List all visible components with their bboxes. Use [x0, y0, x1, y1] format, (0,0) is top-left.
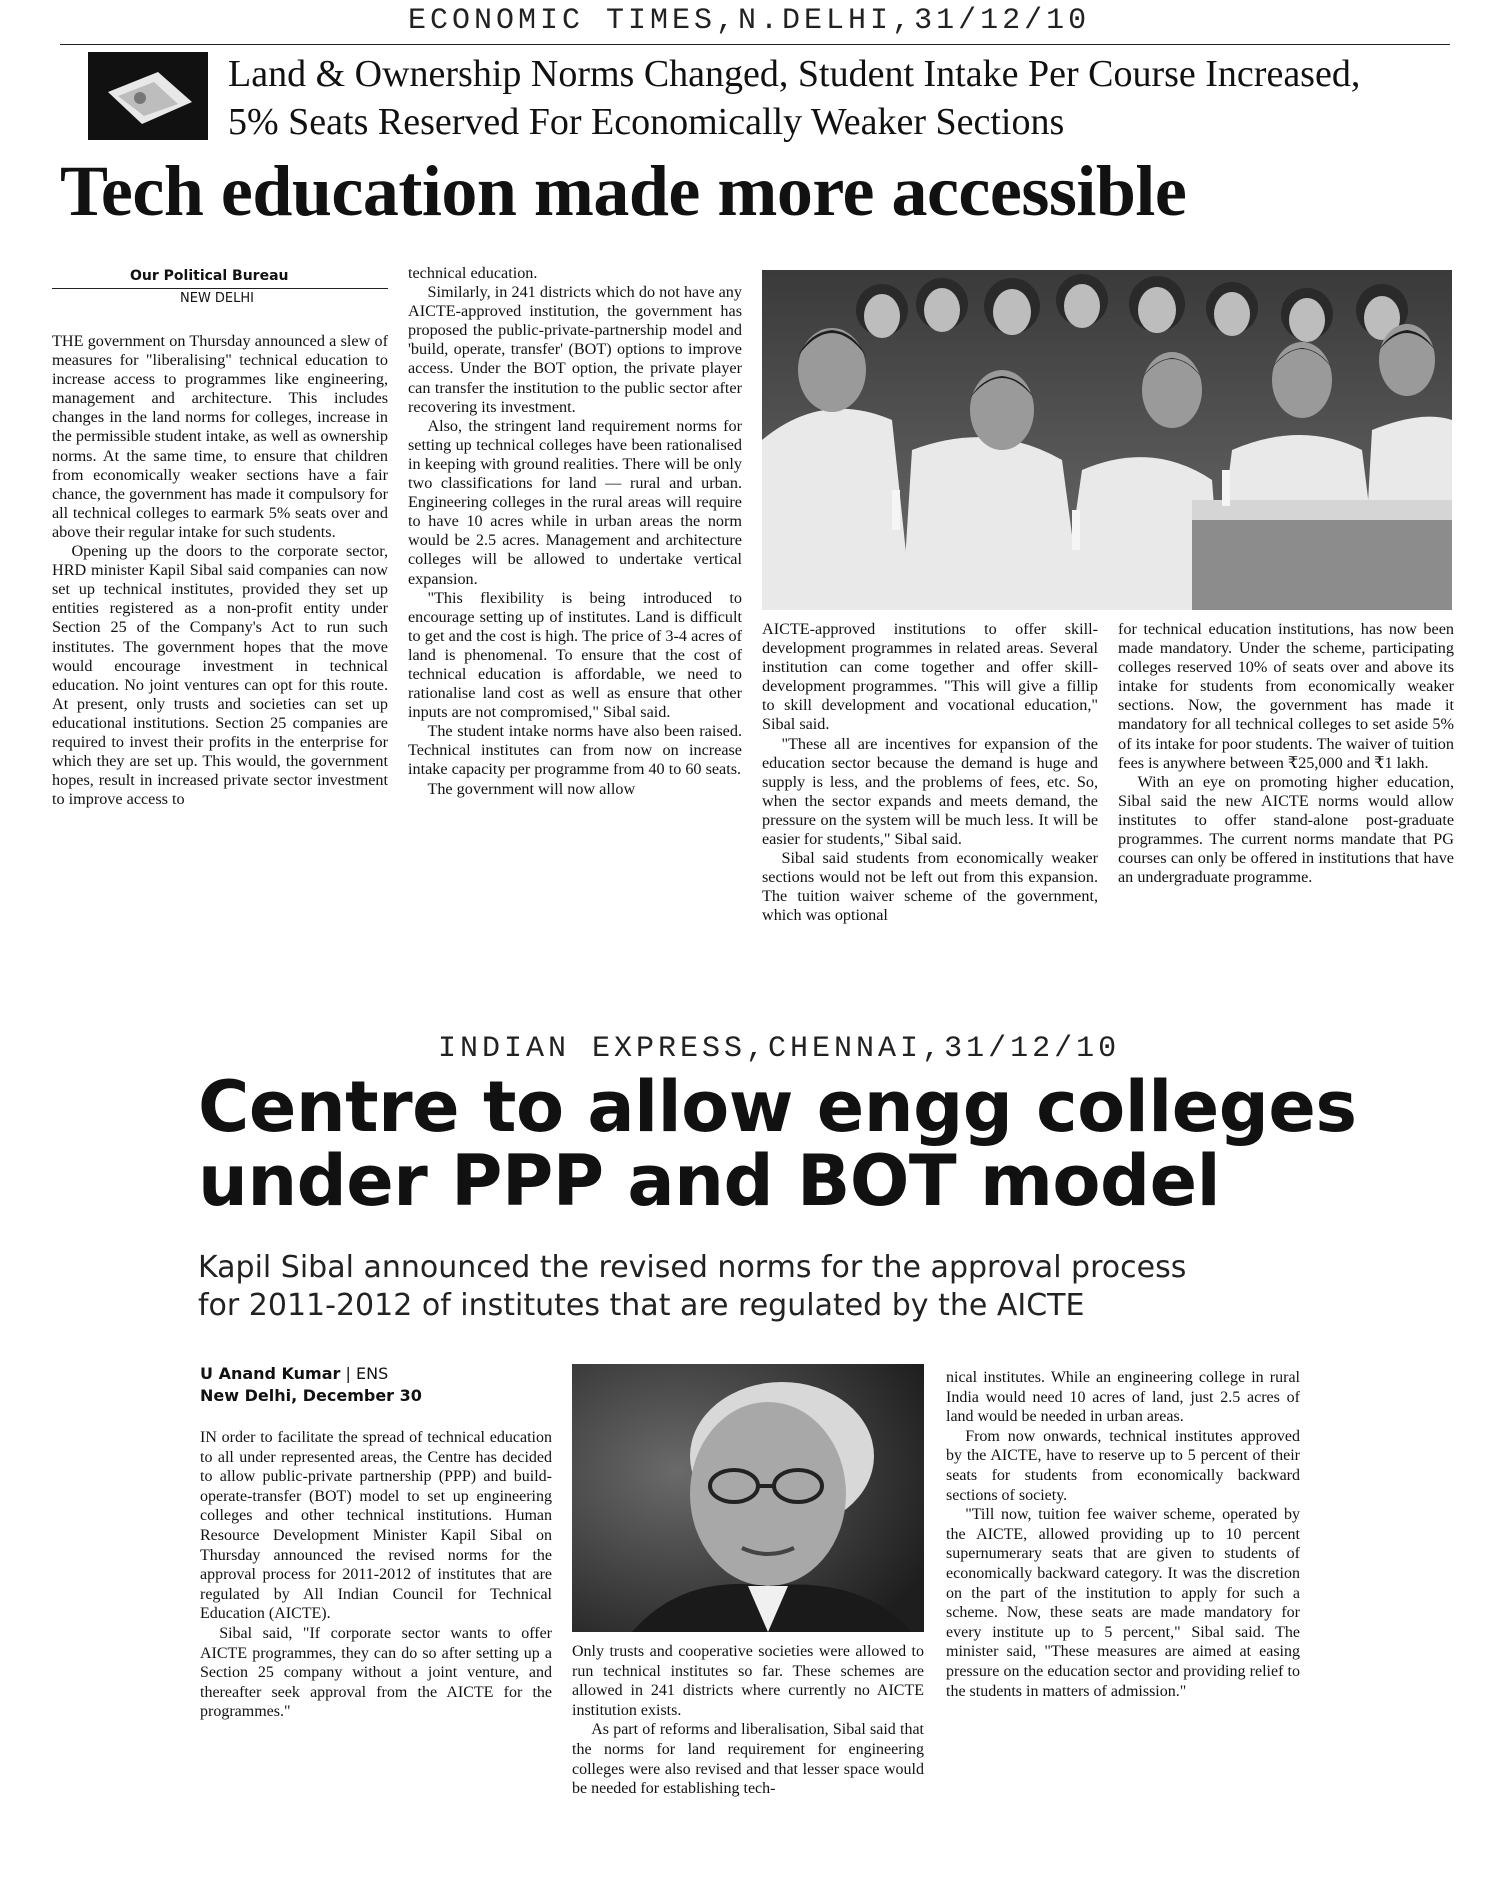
byline-rule	[52, 288, 388, 289]
paragraph: nical institutes. While an engineering college in rural India would need 10 acres of land, just 2.5 acres of land would be needed in urban areas.	[946, 1369, 1300, 1426]
dateline-block: New Delhi, December 30	[200, 1386, 422, 1405]
byline-name: U Anand Kumar	[200, 1364, 341, 1383]
headline-line-1: Centre to allow engg colleges	[198, 1066, 1357, 1148]
paragraph: "Till now, tuition fee waiver scheme, operated by the AICTE, allowed providing up to 10 percent supernumerary seats that are given to students of economically backward category. It was the discretion on the part of the institution to apply for such a scheme. Now, these seats are made mandatory for every institute up to 5 percent," Sibal said. The minister said, "These measures are aimed at easing pressure on the education sector and providing relief to the students in matters of admission."	[946, 1506, 1300, 1700]
paragraph: for technical education institutions, has now been made mandatory. Under the scheme, participating colleges reserved 10% of seats over and above its intake for students from economically weaker sections. Now, the government has made it mandatory for all technical colleges to set aside 5% of its intake for poor students. The waiver of tuition fees is anywhere between ₹25,000 and ₹1 lakh.	[1118, 620, 1454, 772]
article2-column-1	[200, 1428, 552, 1722]
article1-column-1	[52, 332, 388, 809]
paragraph: The student intake norms have also been raised. Technical institutes can from now on increase intake capacity per programme from 40 to 60 seats.	[408, 722, 742, 779]
paragraph: As part of reforms and liberalisation, Sibal said that the norms for land requirement for engineering colleges were also revised and that lesser space would be needed for establishing tech-	[572, 1721, 924, 1798]
paragraph: Sibal said students from economically weaker sections would not be left out from this expansion. The tuition waiver scheme of the government, which was optional	[762, 849, 1098, 925]
paragraph: AICTE-approved institutions to offer skill-development programmes in related areas. Several institution can come together and offer skill-development programmes. "This will give a fillip to skill development and vocational education," Sibal said.	[762, 620, 1098, 734]
source-stamp-economic-times: ECONOMIC TIMES,N.DELHI,31/12/10	[408, 4, 1091, 38]
paragraph: With an eye on promoting higher education, Sibal said the new AICTE norms would allow institutes to offer stand-alone post-graduate programmes. The current norms mandate that PG courses can only be offered in institutions that have an undergraduate programme.	[1118, 772, 1454, 887]
deck-line-2: for 2011-2012 of institutes that are regulated by the AICTE	[198, 1288, 1085, 1323]
byline-block	[200, 1364, 388, 1383]
paragraph: Similarly, in 241 districts which do not have any AICTE-approved institution, the government has proposed the public-private-partnership model and 'build, operate, transfer' (BOT) options to improve access. Under the BOT option, the private player can transfer the institution to the public sector after recovering its investment.	[408, 283, 742, 416]
paragraph: The government will now allow	[427, 779, 636, 798]
kicker-line-2: 5% Seats Reserved For Economically Weaker Sections	[228, 101, 1065, 143]
paragraph: "This flexibility is being introduced to encourage setting up of institutes. Land is difficult to get and the cost is high. The price of 3-4 acres of land is phenomenal. To ensure that the cost of technical education is affordable, we need to rationalise land cost as well as ensure that other inputs are not compromised," Sibal said.	[408, 588, 742, 722]
article1-column-3	[762, 620, 1098, 926]
paragraph: technical education.	[408, 264, 538, 282]
paragraph: Also, the stringent land requirement norms for setting up technical colleges have been rationalised in keeping with ground realities. There will be only two classifications for land — rural and urban. Engineering colleges in the rural areas will require to have 10 acres while in urban areas the norm would be 2.5 acres. Management and architecture colleges will be allowed to undertake vertical expansion.	[408, 416, 742, 588]
byline: Our Political Bureau	[130, 268, 289, 284]
article2-column-2	[572, 1642, 924, 1799]
paragraph: THE government on Thursday announced a slew of measures for "liberalising" technical education to increase access to programmes like engineering, management and architecture. This includes changes in the land norms for colleges, increase in the permissible student intake, as well as ownership norms. At the same time, to ensure that children from economically weaker sections have a fair chance, the government has made it compulsory for all technical colleges to earmark 5% seats over and above their regular intake for such students.	[52, 332, 388, 541]
paragraph: "These all are incentives for expansion of the education sector because the demand is huge and supply is less, and the problems of fees, etc. So, when the sector expands and meets demand, the pressure on the system will be much less. It will be easier for students," Sibal said.	[762, 734, 1098, 849]
article2-column-3	[946, 1368, 1300, 1701]
kicker-line-1: Land & Ownership Norms Changed, Student Intake Per Course Increased,	[228, 53, 1361, 95]
paragraph: Sibal said, "If corporate sector wants to offer AICTE programmes, they can do so after setting up a Section 25 company without a joint venture, and thereafter seek approval from the AICTE for the programmes."	[200, 1624, 552, 1721]
header-rule	[60, 44, 1450, 45]
newspaper-logo-icon	[88, 52, 208, 140]
dateline: NEW DELHI	[180, 291, 255, 306]
byline-agency: | ENS	[345, 1364, 389, 1383]
paragraph: From now onwards, technical institutes approved by the AICTE, have to reserve up to 5 percent of their seats for students from economically backward sections of society.	[946, 1427, 1300, 1504]
paragraph: Only trusts and cooperative societies were allowed to run technical institutes so far. These schemes are allowed in 241 districts where currently no AICTE institution exists.	[572, 1643, 924, 1719]
students-lab-photo	[762, 270, 1452, 610]
article1-column-2	[408, 264, 742, 799]
kapil-sibal-photo	[572, 1364, 924, 1632]
headline-line-2: under PPP and BOT model	[198, 1140, 1221, 1222]
source-stamp-indian-express: INDIAN EXPRESS,CHENNAI,31/12/10	[438, 1032, 1121, 1066]
paragraph: Opening up the doors to the corporate sector, HRD minister Kapil Sibal said companies can now set up technical institutes, provided they set up entities registered as a non-profit entity under Section 25 of the Company's Act to run such institutes. The government hopes that the move would encourage investment in technical education. No joint ventures can opt for this route. At present, only trusts and societies can set up educational institutions. Section 25 companies are required to invest their profits in the enterprise for which they are set up. This would, the government hopes, result in increased private sector investment to improve access to	[52, 542, 388, 809]
paragraph: IN order to facilitate the spread of technical education to all under represented areas, the Centre has decided to allow public-private partnership (PPP) and build-operate-transfer (BOT) model to set up engineering colleges and other technical institutions. Human Resource Development Minister Kapil Sibal on Thursday announced the revised norms for the approval process for 2011-2012 of institutes that are regulated by All Indian Council for Technical Education (AICTE).	[200, 1429, 552, 1623]
article1-column-4	[1118, 620, 1454, 887]
deck-line-1: Kapil Sibal announced the revised norms for the approval process	[198, 1250, 1187, 1285]
headline-tech-education: Tech education made more accessible	[60, 151, 1187, 231]
